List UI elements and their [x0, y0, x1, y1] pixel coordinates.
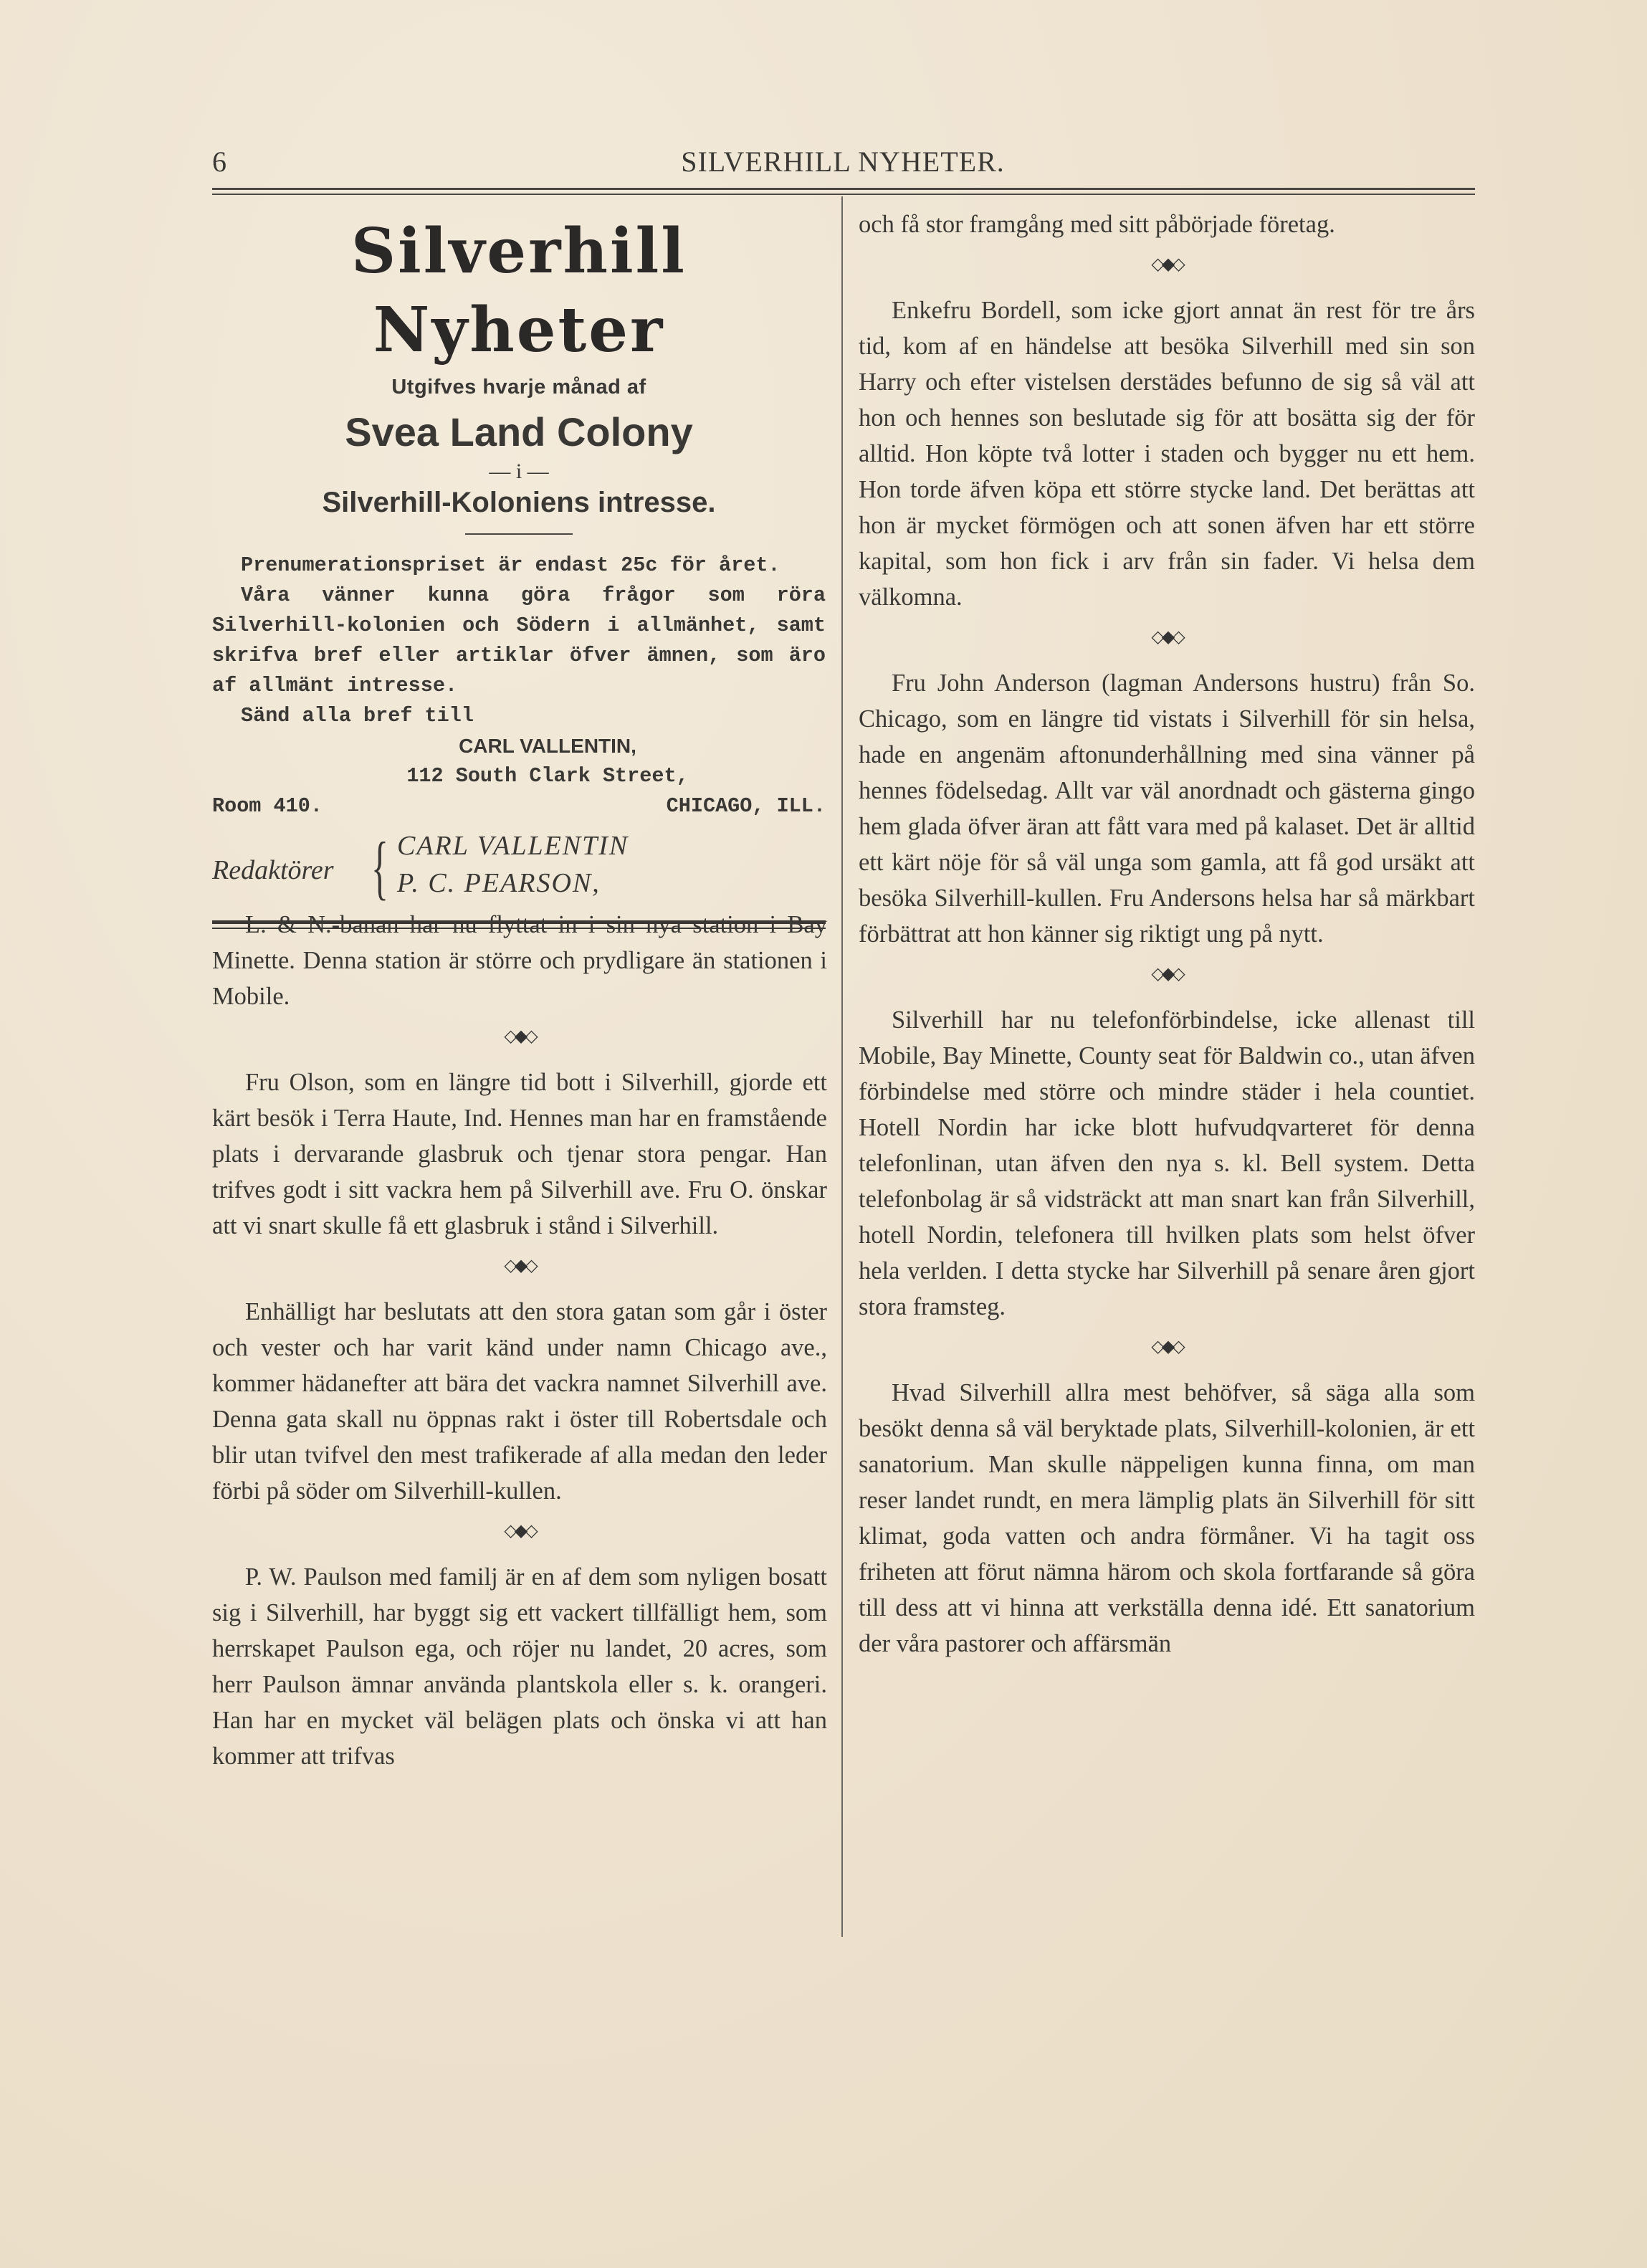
reader-notice: Våra vänner kunna göra frågor som röra Silverhill-kolonien och Södern i allmänhet, samt skrifva bref eller artiklar öfver ämnen, som äro af allmänt intresse.	[212, 583, 826, 697]
masthead-title: Silverhill Nyheter	[351, 215, 687, 366]
ornament-divider: ◇◆◇	[1151, 965, 1183, 983]
address-city: CHICAGO, ILL.	[666, 794, 826, 818]
ornament-divider: ◇◆◇	[504, 1027, 535, 1046]
address-row	[212, 791, 826, 821]
article-continuation: och få stor framgång med sitt påbörjade företag.	[859, 211, 1335, 238]
ornament-divider: ◇◆◇	[1151, 1338, 1183, 1356]
editor-2: P. C. PEARSON,	[397, 868, 601, 898]
brace-glyph: {	[371, 827, 388, 907]
header-rule	[212, 188, 1475, 190]
masthead	[212, 208, 826, 929]
article-telephone: Silverhill har nu telefonförbindelse, icke allenast till Mobile, Bay Minette, County seat för Baldwin co., utan äfven förbindelse med större och mindre städer i hela countiet. Hotell Nordin har icke blott hufvudqvarteret för denna telefonlinan, utan äfven den nya s. kl. Bell system. Detta telefonbolag är så vidsträckt att man snart kan från Silverhill, hotell Nordin, telefonera till hvilken plats som helst öfver hela verlden. I detta stycke har Silverhill på senare åren gjort stora framsteg.	[859, 1006, 1475, 1320]
running-head	[212, 145, 1474, 188]
masthead-info	[212, 551, 826, 821]
ornament-divider: ◇◆◇	[504, 1522, 535, 1540]
article-olson: Fru Olson, som en längre tid bott i Silverhill, gjorde ett kärt besök i Terra Haute, Ind. Hennes man har en framstående plats i dervarande glasbruk och tjenar stora pengar. Han trifves godt i sitt vackra hem på Silverhill ave. Fru O. önskar att vi snart skulle få ett glasbruk i stånd i Silverhill.	[212, 1069, 827, 1239]
ornament-divider: ◇◆◇	[1151, 628, 1183, 647]
send-letters: Sänd alla bref till	[241, 704, 474, 728]
article-anderson: Fru John Anderson (lagman Andersons hustru) från So. Chicago, som en längre tid vistats i Silverhill för sin helsa, hade en angenäm aftonunderhållning med sina vänner på hennes födelsedag. Allt var väl anordnadt och gästerna gingo hem glada öfver äran att fått vara med på kalaset. Det är alltid ett kärt nöje för så väl unga som gamla, att få god ursäkt att besöka Silverhill-kullen. Fru Andersons helsa har så märkbart förbättrat att hon känner sig riktigt ung på nytt.	[859, 670, 1475, 948]
page-number: 6	[212, 146, 226, 178]
address-name: CARL VALLENTIN,	[459, 735, 636, 757]
editors-block	[212, 827, 826, 909]
article-silverhill-ave: Enhälligt har beslutats att den stora gatan som går i öster och vester och har varit känd under namn Chicago ave., kommer hädanefter att bära det vackra namnet Silverhill ave. Denna gata skall nu öppnas rakt i öster till Robertsdale och blir utan tvifvel den mest trafikerade af alla medan den leder förbi på söder om Silverhill-kullen.	[212, 1298, 827, 1505]
masthead-i: — i —	[489, 459, 549, 483]
masthead-subtitle: Utgifves hvarje månad af	[391, 376, 646, 399]
address-street: 112 South Clark Street,	[406, 764, 689, 788]
masthead-short-rule	[465, 533, 573, 535]
left-column	[212, 907, 827, 1774]
article-bordell: Enkefru Bordell, som icke gjort annat än rest för tre års tid, kom af en händelse att besöka Silverhill med sin son Harry och efter vistelsen derstädes befunno de sig så väl att hon och hennes son beslutade sig för att bosätta sig der för alltid. Hon köpte två lotter i staden och bygger nu ett hem. Hon torde äfven köpa ett större stycke land. Det berättas att hon är mycket förmögen och att sonen äfven har ett större kapital, som hon fick i arv från sin fader. Vi helsa dem välkomna.	[859, 297, 1475, 611]
subscription-price: Prenumerationspriset är endast 25c för året.	[241, 553, 780, 577]
editors-label: Redaktörer	[212, 855, 334, 885]
running-title: SILVERHILL NYHETER.	[681, 146, 1005, 178]
masthead-colony: Svea Land Colony	[345, 409, 693, 454]
masthead-interest: Silverhill-Koloniens intresse.	[322, 487, 716, 518]
article-bay-minette: L. & N.-banan har nu flyttat in i sin nya station i Bay Minette. Denna station är större och prydligare än stationen i Mobile.	[212, 911, 827, 1010]
article-paulson: P. W. Paulson med familj är en af dem som nyligen bosatt sig i Silverhill, har byggt sig ett vackert tillfälligt hem, som herrskapet Paulson ega, och röjer nu landet, 20 acres, som herr Paulson ämnar använda plantskola eller s. k. orangeri. Han har en mycket väl belägen plats och önska vi att han kommer att trifvas	[212, 1563, 827, 1770]
ornament-divider: ◇◆◇	[1151, 255, 1183, 274]
article-sanatorium: Hvad Silverhill allra mest behöfver, så säga alla som besökt denna så väl beryktade plats, Silverhill-kolonien, är ett sanatorium. Man skulle näppeligen kunna finna, om man reser landet rundt, en mera lämplig plats än Silverhill för sitt klimat, goda vatten och andra förmåner. Vi ha tagit oss friheten att förut nämna härom och skola fortfarande så göra till dess att vi hinna att verkställa denna idé. Ett sanatorium der våra pastorer och affärsmän	[859, 1379, 1475, 1657]
ornament-divider: ◇◆◇	[504, 1257, 535, 1275]
address-room: Room 410.	[212, 794, 323, 818]
header-rule-thin	[212, 194, 1475, 195]
right-column	[859, 206, 1475, 1662]
editor-1: CARL VALLENTIN	[397, 831, 629, 861]
column-divider	[841, 196, 843, 1937]
